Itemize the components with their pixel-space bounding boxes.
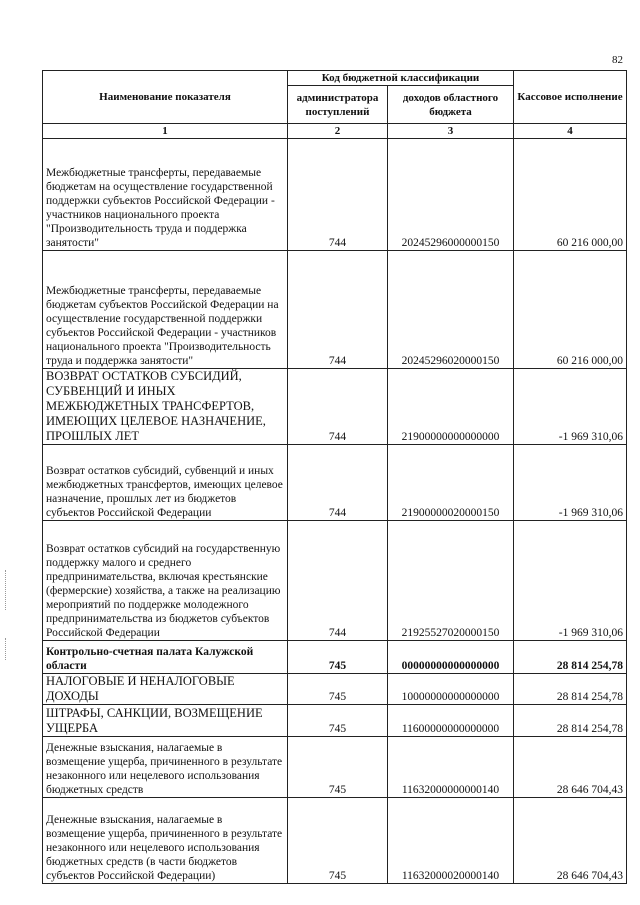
row-admin: 745 — [288, 737, 388, 798]
row-name: ВОЗВРАТ ОСТАТКОВ СУБСИДИЙ, СУБВЕНЦИЙ И ИНЫХ МЕЖБЮДЖЕТНЫХ ТРАНСФЕРТОВ, ИМЕЮЩИХ ЦЕЛЕВОЕ НАЗНАЧЕНИЕ, ПРОШЛЫХ ЛЕТ — [43, 369, 288, 445]
row-admin: 745 — [288, 641, 388, 674]
row-name: НАЛОГОВЫЕ И НЕНАЛОГОВЫЕ ДОХОДЫ — [43, 674, 288, 705]
row-code: 11632000020000140 — [388, 798, 514, 884]
table-row — [43, 737, 627, 798]
row-code: 21900000020000150 — [388, 445, 514, 521]
row-admin: 745 — [288, 798, 388, 884]
budget-table — [42, 70, 627, 884]
row-code: 21925527020000150 — [388, 521, 514, 641]
row-code: 11600000000000000 — [388, 705, 514, 737]
row-admin: 744 — [288, 251, 388, 369]
table-row — [43, 641, 627, 674]
row-admin: 744 — [288, 139, 388, 251]
table-row — [43, 674, 627, 705]
row-admin: 745 — [288, 674, 388, 705]
table-row — [43, 521, 627, 641]
header-name: Наименование показателя — [43, 71, 288, 124]
row-name: Денежные взыскания, налагаемые в возмещение ущерба, причиненного в результате незаконного или нецелевого использования бюджетных средств — [43, 737, 288, 798]
row-code: 11632000000000140 — [388, 737, 514, 798]
table-row — [43, 369, 627, 445]
margin-mark — [5, 570, 6, 610]
row-admin: 744 — [288, 521, 388, 641]
row-code: 00000000000000000 — [388, 641, 514, 674]
table-row — [43, 445, 627, 521]
page-number: 82 — [612, 54, 623, 66]
table-row — [43, 798, 627, 884]
row-amount: 28 814 254,78 — [514, 674, 627, 705]
row-code: 21900000000000000 — [388, 369, 514, 445]
header-num-2: 2 — [288, 124, 388, 139]
row-admin: 744 — [288, 445, 388, 521]
row-amount: 60 216 000,00 — [514, 251, 627, 369]
row-amount: 60 216 000,00 — [514, 139, 627, 251]
row-amount: -1 969 310,06 — [514, 445, 627, 521]
header-admin: администратора поступлений — [288, 86, 388, 124]
row-name: Денежные взыскания, налагаемые в возмещение ущерба, причиненного в результате незаконного или нецелевого использования бюджетных средств (в части бюджетов субъектов Российской Федерации) — [43, 798, 288, 884]
row-name: Межбюджетные трансферты, передаваемые бюджетам на осуществление государственной поддержки субъектов Российской Федерации - участников национального проекта "Производительность труда и поддержка занятости" — [43, 139, 288, 251]
table-row — [43, 705, 627, 737]
header-income: доходов областного бюджета — [388, 86, 514, 124]
row-admin: 744 — [288, 369, 388, 445]
table-row — [43, 139, 627, 251]
row-amount: 28 814 254,78 — [514, 705, 627, 737]
row-name: Контрольно-счетная палата Калужской области — [43, 641, 288, 674]
row-code: 10000000000000000 — [388, 674, 514, 705]
header-num-4: 4 — [514, 124, 627, 139]
row-code: 20245296020000150 — [388, 251, 514, 369]
table-row — [43, 251, 627, 369]
row-name: Возврат остатков субсидий на государственную поддержку малого и среднего предпринимательства, включая крестьянские (фермерские) хозяйства, а также на реализацию мероприятий по поддержке молодежного предпринимательства из бюджетов субъектов Российской Федерации — [43, 521, 288, 641]
header-execution: Кассовое исполнение — [514, 71, 627, 124]
row-amount: -1 969 310,06 — [514, 369, 627, 445]
header-num-3: 3 — [388, 124, 514, 139]
row-amount: -1 969 310,06 — [514, 521, 627, 641]
row-name: Межбюджетные трансферты, передаваемые бюджетам субъектов Российской Федерации на осуществление государственной поддержки субъектов Российской Федерации - участников национального проекта "Производительность труда и поддержка занятости" — [43, 251, 288, 369]
header-num-1: 1 — [43, 124, 288, 139]
row-name: Возврат остатков субсидий, субвенций и иных межбюджетных трансфертов, имеющих целевое назначение, прошлых лет из бюджетов субъектов Российской Федерации — [43, 445, 288, 521]
row-code: 20245296000000150 — [388, 139, 514, 251]
header-code-group: Код бюджетной классификации — [288, 71, 514, 86]
row-admin: 745 — [288, 705, 388, 737]
margin-mark — [5, 638, 6, 660]
row-amount: 28 646 704,43 — [514, 798, 627, 884]
row-amount: 28 646 704,43 — [514, 737, 627, 798]
row-amount: 28 814 254,78 — [514, 641, 627, 674]
row-name: ШТРАФЫ, САНКЦИИ, ВОЗМЕЩЕНИЕ УЩЕРБА — [43, 705, 288, 737]
